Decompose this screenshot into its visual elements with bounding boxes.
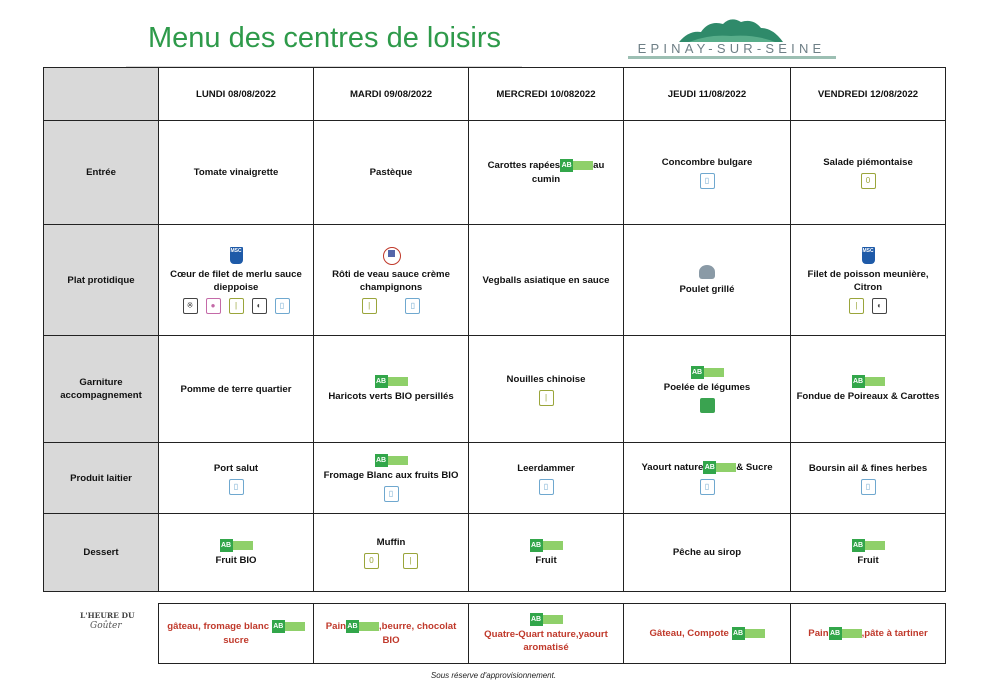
plat-thursday — [624, 225, 791, 336]
dish-name: Fromage Blanc aux fruits BIO — [323, 470, 459, 481]
gouter-row — [159, 604, 946, 664]
dish-name: Rôti de veau sauce crème champignons — [332, 269, 450, 293]
dish-suffix: & Sucre — [736, 462, 773, 474]
dish-name: Carottes rapées — [487, 160, 561, 172]
page-title: Menu des centres de loisirs — [148, 22, 501, 54]
day-monday: LUNDI 08/08/2022 — [159, 68, 314, 121]
dish-name: Fruit — [535, 554, 557, 566]
cereal-allergen-icon: | — [403, 553, 418, 569]
gouter-text-2: ,pâte à tartiner — [861, 628, 928, 640]
agriculture-biologique-icon: AB — [375, 375, 408, 388]
plat-wednesday — [469, 225, 624, 336]
footnote: Sous réserve d'approvisionnement. — [430, 671, 557, 680]
dessert-tuesday — [314, 514, 469, 592]
row-label-entree: Entrée — [44, 121, 159, 225]
milk-allergen-icon: ▯ — [405, 298, 420, 314]
garniture-tuesday — [314, 336, 469, 443]
row-label-garniture: Garniture accompagnement — [44, 336, 159, 443]
day-thursday: JEUDI 11/08/2022 — [624, 68, 791, 121]
agriculture-biologique-icon: AB — [530, 613, 563, 626]
entree-friday — [791, 121, 946, 225]
row-dessert — [44, 514, 946, 592]
dish-name: Concombre bulgare — [661, 157, 753, 168]
laitier-thursday — [624, 443, 791, 514]
mollusc-allergen-icon: ● — [206, 298, 221, 314]
dessert-thursday — [624, 514, 791, 592]
day-header-row — [44, 68, 946, 121]
milk-allergen-icon: ▯ — [384, 486, 399, 502]
egg-allergen-icon: 0 — [861, 173, 876, 189]
gouter-text-2: sucre — [223, 634, 249, 646]
dish-name: Port salut — [213, 462, 259, 474]
dish-name: Poelée de légumes — [663, 381, 751, 393]
crustacean-allergen-icon: ※ — [183, 298, 198, 314]
entree-monday — [159, 121, 314, 225]
gouter-table — [158, 603, 946, 664]
gouter-text-2: ,beurre, chocolat BIO — [378, 621, 457, 646]
dish-name: Tomate vinaigrette — [193, 167, 279, 178]
gouter-friday — [791, 604, 946, 664]
gouter-logo-line1: L'HEURE DU — [80, 611, 135, 620]
dish-name: Pomme de terre quartier — [180, 383, 292, 395]
label-rouge-icon — [381, 246, 401, 264]
laitier-friday — [791, 443, 946, 514]
laitier-wednesday — [469, 443, 624, 514]
gouter-text: Pain — [325, 621, 346, 633]
dish-name: Boursin ail & fines herbes — [808, 462, 928, 474]
dish-name: Muffin — [376, 537, 406, 548]
row-laitier — [44, 443, 946, 514]
msc-label-icon: MSC — [862, 247, 875, 264]
plat-monday — [159, 225, 314, 336]
agriculture-biologique-icon: AB — [375, 454, 408, 467]
fish-allergen-icon: ◐ — [872, 298, 887, 314]
garniture-friday — [791, 336, 946, 443]
gouter-text-2: aromatisé — [523, 642, 569, 653]
corner-cell — [44, 68, 159, 121]
dessert-wednesday — [469, 514, 624, 592]
milk-allergen-icon: ▯ — [229, 479, 244, 495]
row-label-plat: Plat protidique — [44, 225, 159, 336]
agriculture-biologique-icon: AB — [732, 627, 765, 640]
cereal-allergen-icon: | — [849, 298, 864, 314]
dish-name: Salade piémontaise — [823, 157, 913, 168]
plat-friday — [791, 225, 946, 336]
gouter-wednesday — [469, 604, 624, 664]
dish-name: Fruit BIO — [215, 554, 257, 566]
dish-name: Pêche au sirop — [672, 547, 742, 558]
agriculture-biologique-icon: AB — [530, 539, 563, 552]
dish-name: Cœur de filet de merlu sauce dieppoise — [170, 268, 302, 293]
egg-allergen-icon: 0 — [364, 553, 379, 569]
milk-allergen-icon: ▯ — [700, 479, 715, 495]
logo-underline — [628, 56, 836, 59]
gouter-logo-line2: Goûter — [90, 621, 122, 631]
dessert-friday — [791, 514, 946, 592]
gouter-text: Pain — [808, 628, 829, 640]
entree-tuesday — [314, 121, 469, 225]
milk-allergen-icon: ▯ — [539, 479, 554, 495]
milk-allergen-icon: ▯ — [700, 173, 715, 189]
forest-hills-icon — [679, 16, 783, 42]
day-tuesday: MARDI 09/08/2022 — [314, 68, 469, 121]
entree-thursday — [624, 121, 791, 225]
row-garniture — [44, 336, 946, 443]
city-name: EPINAY-SUR-SEINE — [637, 41, 826, 56]
garniture-monday — [159, 336, 314, 443]
dish-name: Fruit — [857, 554, 879, 566]
plat-tuesday — [314, 225, 469, 336]
gouter-logo — [80, 611, 138, 637]
milk-allergen-icon: ▯ — [275, 298, 290, 314]
day-wednesday: MERCREDI 10/082022 — [469, 68, 624, 121]
agriculture-biologique-icon: AB — [346, 620, 379, 633]
french-poultry-icon — [699, 265, 715, 279]
gouter-text: gâteau, fromage blanc — [167, 621, 270, 633]
milk-allergen-icon: ▯ — [861, 479, 876, 495]
dish-name: Vegballs asiatique en sauce — [482, 274, 610, 286]
dish-name: Pastèque — [369, 167, 413, 178]
menu-table — [43, 67, 946, 592]
dish-name: Nouilles chinoise — [506, 373, 586, 385]
row-label-dessert: Dessert — [44, 514, 159, 592]
fish-allergen-icon: ◐ — [252, 298, 267, 314]
cereal-allergen-icon: | — [539, 390, 554, 406]
agriculture-biologique-icon: AB — [829, 627, 862, 640]
local-vegetable-icon — [700, 398, 715, 413]
gouter-text: Quatre-Quart nature,yaourt — [484, 629, 608, 640]
city-logo — [624, 16, 839, 62]
row-plat — [44, 225, 946, 336]
cereal-allergen-icon: | — [362, 298, 377, 314]
dish-name: Haricots verts BIO persillés — [328, 391, 454, 402]
gouter-monday — [159, 604, 314, 664]
agriculture-biologique-icon: AB — [852, 539, 885, 552]
agriculture-biologique-icon: AB — [220, 539, 253, 552]
dish-name: Yaourt nature — [641, 462, 704, 474]
agriculture-biologique-icon: AB — [691, 366, 724, 379]
dish-name: Leerdammer — [517, 462, 575, 474]
msc-label-icon: MSC — [230, 247, 243, 264]
day-friday: VENDREDI 12/08/2022 — [791, 68, 946, 121]
gouter-thursday — [624, 604, 791, 664]
agriculture-biologique-icon: AB — [852, 375, 885, 388]
agriculture-biologique-icon: AB — [272, 620, 305, 633]
agriculture-biologique-icon: AB — [560, 159, 593, 172]
dish-name: Filet de poisson meunière, Citron — [807, 268, 929, 293]
entree-wednesday — [469, 121, 624, 225]
dish-name: Fondue de Poireaux & Carottes — [796, 391, 940, 402]
agriculture-biologique-icon: AB — [703, 461, 736, 474]
gouter-tuesday — [314, 604, 469, 664]
dish-name: Poulet grillé — [679, 283, 735, 295]
dish-suffix: au cumin — [531, 160, 605, 185]
laitier-tuesday — [314, 443, 469, 514]
row-entree — [44, 121, 946, 225]
laitier-monday — [159, 443, 314, 514]
garniture-wednesday — [469, 336, 624, 443]
gouter-text: Gâteau, Compote — [649, 628, 729, 640]
cereal-allergen-icon: | — [229, 298, 244, 314]
dessert-monday — [159, 514, 314, 592]
row-label-laitier: Produit laitier — [44, 443, 159, 514]
garniture-thursday — [624, 336, 791, 443]
